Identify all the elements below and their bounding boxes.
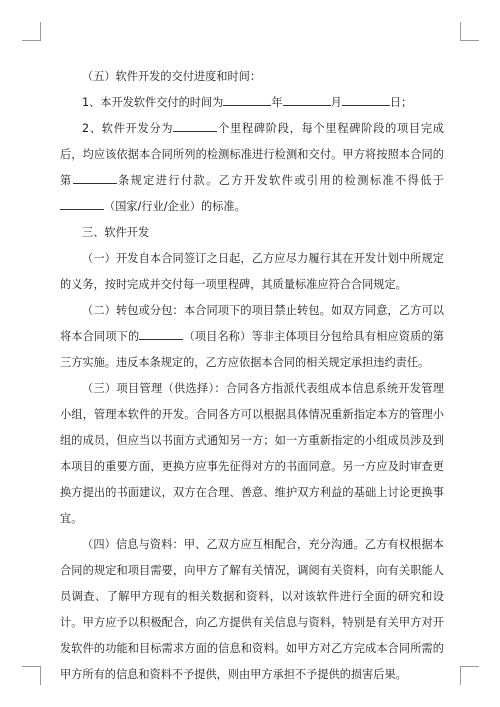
clause-1-development: （一）开发自本合同签订之日起，乙方应尽力履行其在开发计划中所规定的义务，按时完成并交付每一项里程碑，其质量标准应符合合同规定。: [60, 252, 444, 291]
paragraph-milestones: [60, 116, 444, 220]
crop-mark-bottom-left: [22, 666, 41, 685]
clause-3-project-management: （三）项目管理（供选择）：合同各方指派代表组成本信息系统开发管理小组，管理本软件的开发。合同各方可以根据具体情况重新指定本方的管理小组的成员，但应当以书面方式通知另一方；如一方重新指定的小组成员涉及到本项目的重要方面，更换方应事先征得对方的书面同意。另一方应及时审查更换方提出的书面建议，双方在合理、善意、维护双方利益的基础上讨论更换事宜。: [60, 382, 444, 525]
blank-milestone-count: [173, 119, 217, 132]
blank-standard: [60, 197, 104, 210]
clause-2-subcontracting: [60, 298, 444, 376]
text-segment: 2、软件开发分为: [82, 122, 174, 135]
section-5-heading: （五）软件开发的交付进度和时间：: [82, 70, 262, 83]
paragraph-delivery-time: [60, 90, 444, 116]
text-segment: （国家/行业/企业）的标准。: [104, 200, 246, 213]
crop-mark-bottom-right: [460, 666, 479, 685]
clause-4-information: （四）信息与资料：甲、乙双方应互相配合，充分沟通。乙方有权根据本合同的规定和项目需要，向甲方了解有关情况，调阅有关资料，向有关职能人员调查、了解甲方现有的相关数据和资料，以对该软件进行全面的研究和设计。甲方应予以积极配合，向乙方提供有关信息与资料，特别是有关甲方对开发软件的功能和目标需求方面的信息和资料。如甲方对乙方完成本合同所需的甲方所有的信息和资料不予提供，则由甲方承担不予提供的损害后果。: [60, 538, 444, 681]
text-segment: 条规定进行付款。乙方开发软件或引用的检测标准不得低于: [116, 174, 444, 187]
blank-project-name: [139, 327, 183, 340]
blank-clause-number: [73, 171, 117, 184]
document-body: [60, 64, 444, 688]
text-segment: 年: [271, 96, 283, 109]
text-segment: 个里程碑阶段，每个里程碑阶段的项目完成后，均应该依据本合同所列的检测标准进行检测和交付。甲方将按照本合同的第: [60, 122, 444, 187]
blank-month: [283, 93, 331, 106]
text-segment: 1、本开发软件交付的时间为: [82, 96, 224, 109]
crop-mark-top-left: [22, 22, 41, 41]
crop-mark-top-right: [460, 22, 479, 41]
text-segment: 日；: [389, 96, 413, 109]
blank-day: [342, 93, 390, 106]
section-3-heading: 三、软件开发: [82, 226, 150, 239]
blank-year: [223, 93, 271, 106]
text-segment: （项目名称）等非主体项目分包给具有相应资质的第三方实施。违反本条规定的，乙方应依据本合同的相关规定承担违约责任。: [60, 330, 444, 369]
text-segment: 月: [330, 96, 342, 109]
text-segment: （二）转包或分包：本合同项下的项目禁止转包。如双方同意，乙方可以将本合同项下的: [60, 304, 444, 343]
